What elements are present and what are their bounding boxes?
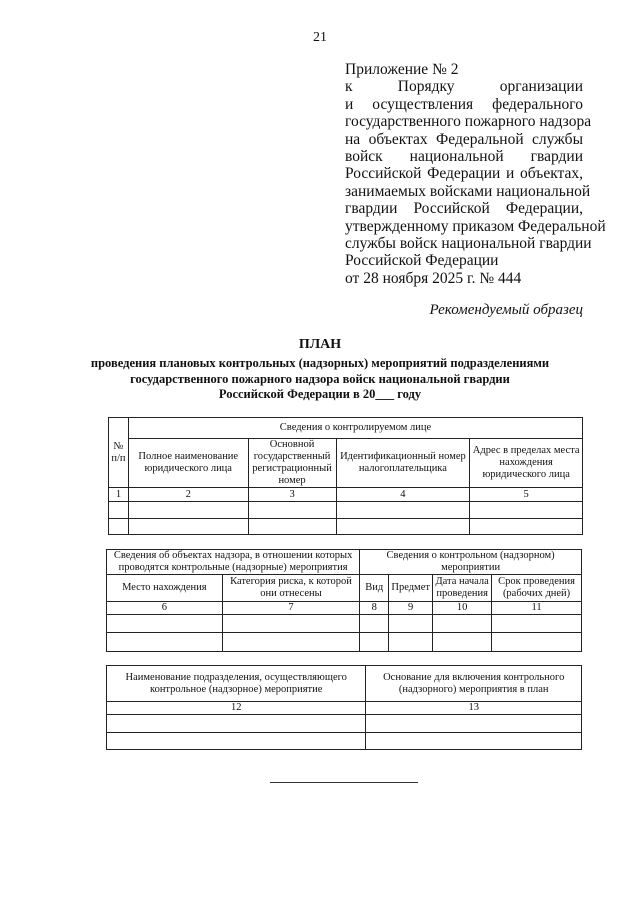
appendix-line: гвардии Российской Федерации,	[345, 200, 583, 218]
column-number: 11	[492, 602, 582, 615]
page-number: 21	[313, 30, 327, 45]
header-cell: Категория риска, к которой они отнесены	[222, 575, 360, 602]
controlled-person-table	[108, 417, 583, 535]
header-cell: Наименование подразделения, осуществляющего контрольное (надзорное) мероприятие	[107, 666, 366, 702]
table-row	[107, 715, 582, 733]
plan-title: ПЛАН	[298, 337, 342, 352]
header-cell: Место нахождения	[107, 575, 223, 602]
column-number: 3	[248, 488, 336, 502]
subtitle-line: проведения плановых контрольных (надзорных) мероприятий подразделениями	[90, 356, 550, 370]
appendix-block	[345, 61, 606, 287]
header-group: Сведения об объектах надзора, в отношении которых проводятся контрольные (надзорные) мероприятия	[107, 550, 360, 575]
column-number: 10	[433, 602, 492, 615]
appendix-line: Российской Федерации	[345, 252, 499, 270]
column-number: 5	[470, 488, 583, 502]
appendix-line: службы войск национальной гвардии	[345, 235, 592, 253]
header-cell: Основание для включения контрольного (надзорного) мероприятия в план	[366, 666, 582, 702]
appendix-line: и осуществления федерального	[345, 95, 583, 113]
appendix-line: Российской Федерации и объектах,	[345, 165, 583, 183]
column-number: 4	[336, 488, 470, 502]
column-number: 12	[107, 702, 366, 715]
appendix-line: от 28 ноября 2025 г. № 444	[345, 269, 522, 287]
header-group: Сведения о контрольном (надзорном) мероприятии	[360, 550, 582, 575]
appendix-line: войск национальной гвардии	[345, 148, 583, 166]
appendix-line: утвержденному приказом Федеральной	[345, 217, 606, 235]
recommended-sample: Рекомендуемый образец	[429, 302, 583, 318]
column-number: 6	[107, 602, 223, 615]
table-row	[107, 615, 582, 633]
subdivision-table	[106, 665, 582, 750]
column-number: 1	[109, 488, 129, 502]
table-row	[107, 633, 582, 652]
table-row	[109, 519, 583, 535]
subtitle-line: Российской Федерации в 20___ году	[218, 387, 422, 401]
header-cell: Предмет	[389, 575, 433, 602]
subtitle-line: государственного пожарного надзора войск национальной гвардии	[130, 371, 510, 386]
supervision-objects-table	[106, 549, 582, 652]
plan-subtitle	[0, 356, 640, 403]
header-cell: Дата начала проведения	[433, 575, 492, 602]
header-num: № п/п	[109, 418, 129, 488]
appendix-line: к Порядку организации	[345, 78, 583, 96]
column-number: 8	[360, 602, 389, 615]
appendix-line: занимаемых войсками национальной	[345, 182, 591, 200]
header-cell: Адрес в пределах места нахождения юридического лица	[470, 439, 583, 488]
header-cell: Идентификационный номер налогоплательщика	[336, 439, 470, 488]
header-cell: Основной государственный регистрационный номер	[248, 439, 336, 488]
column-number: 13	[366, 702, 582, 715]
header-group: Сведения о контролируемом лице	[128, 418, 582, 439]
appendix-line: на объектах Федеральной службы	[345, 130, 583, 148]
column-number: 2	[128, 488, 248, 502]
appendix-line: Приложение № 2	[345, 61, 459, 78]
column-number: 7	[222, 602, 360, 615]
header-cell: Полное наименование юридического лица	[128, 439, 248, 488]
closing-divider	[270, 782, 418, 783]
header-cell: Вид	[360, 575, 389, 602]
header-cell: Срок проведения (рабочих дней)	[492, 575, 582, 602]
table-row	[107, 733, 582, 750]
column-number: 9	[389, 602, 433, 615]
appendix-line: государственного пожарного надзора	[345, 113, 592, 131]
table-row	[109, 502, 583, 519]
